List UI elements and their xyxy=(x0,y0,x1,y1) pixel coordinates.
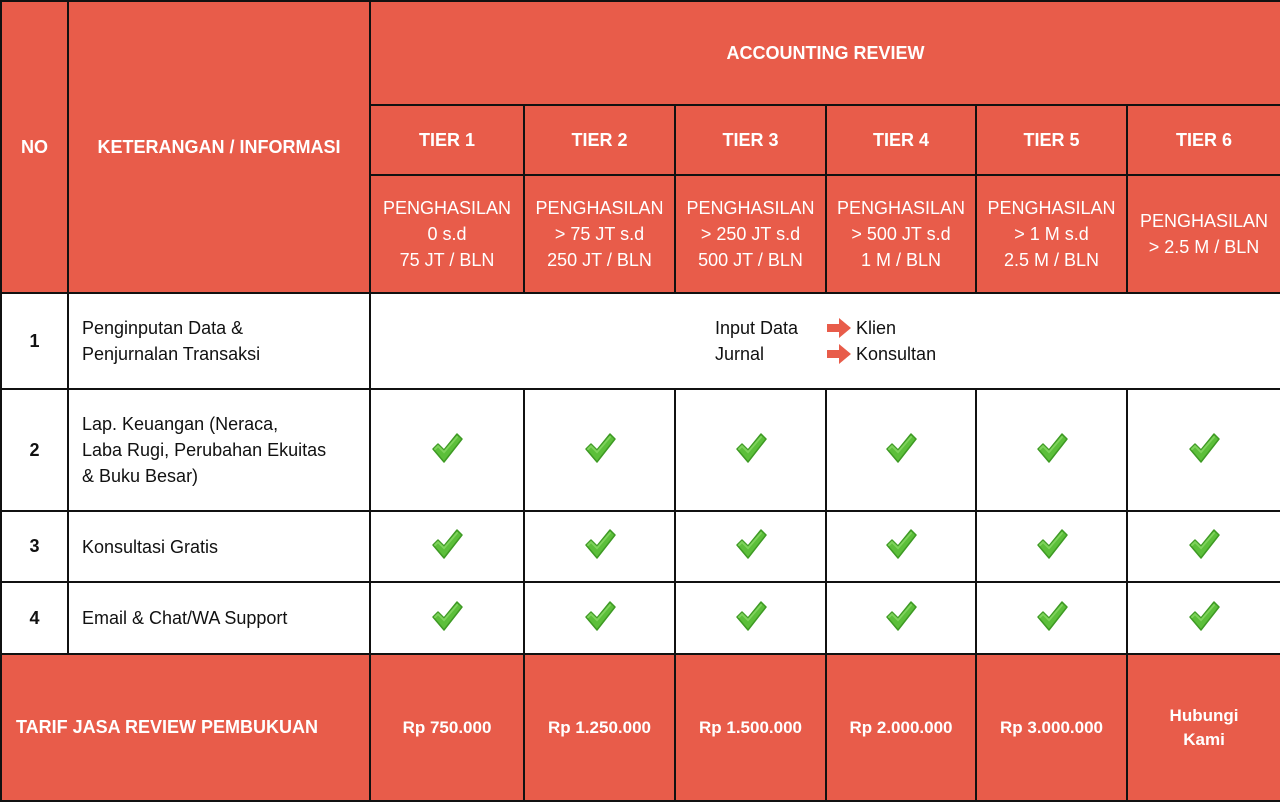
arrow-right-icon xyxy=(822,315,856,341)
check-icon xyxy=(583,599,617,633)
check-cell xyxy=(1127,389,1280,511)
check-cell xyxy=(370,511,524,582)
row-number: 2 xyxy=(1,389,68,511)
check-icon xyxy=(1035,431,1069,465)
tier-income-5: PENGHASILAN > 1 M s.d 2.5 M / BLN xyxy=(976,175,1127,293)
price-tier-2: Rp 1.250.000 xyxy=(524,654,675,801)
tier-header-1: TIER 1 xyxy=(370,105,524,175)
price-tier-5: Rp 3.000.000 xyxy=(976,654,1127,801)
check-icon xyxy=(583,527,617,561)
check-cell xyxy=(370,389,524,511)
check-cell xyxy=(524,389,675,511)
data-input-flow xyxy=(370,293,1280,389)
flow-target: Konsultan xyxy=(856,344,937,364)
check-icon xyxy=(1035,527,1069,561)
check-icon xyxy=(1187,431,1221,465)
check-cell xyxy=(675,511,826,582)
check-cell xyxy=(976,389,1127,511)
table-row xyxy=(1,389,1280,511)
check-icon xyxy=(1187,527,1221,561)
check-cell xyxy=(370,582,524,654)
check-icon xyxy=(1035,599,1069,633)
check-icon xyxy=(734,431,768,465)
table-row xyxy=(1,293,1280,389)
check-cell xyxy=(1127,582,1280,654)
tier-income-1: PENGHASILAN 0 s.d 75 JT / BLN xyxy=(370,175,524,293)
check-icon xyxy=(1187,599,1221,633)
tier-income-6: PENGHASILAN > 2.5 M / BLN xyxy=(1127,175,1280,293)
header-info: KETERANGAN / INFORMASI xyxy=(68,1,370,293)
check-cell xyxy=(826,511,976,582)
check-cell xyxy=(826,582,976,654)
check-cell xyxy=(976,511,1127,582)
price-row xyxy=(1,654,1280,801)
price-tier-4: Rp 2.000.000 xyxy=(826,654,976,801)
check-cell xyxy=(1127,511,1280,582)
check-icon xyxy=(430,431,464,465)
check-icon xyxy=(583,431,617,465)
row-number: 3 xyxy=(1,511,68,582)
check-icon xyxy=(430,527,464,561)
check-icon xyxy=(884,431,918,465)
row-description: Email & Chat/WA Support xyxy=(68,582,370,654)
row-description: Lap. Keuangan (Neraca, Laba Rugi, Perubahan Ekuitas & Buku Besar) xyxy=(68,389,370,511)
table-row xyxy=(1,511,1280,582)
tier-income-2: PENGHASILAN > 75 JT s.d 250 JT / BLN xyxy=(524,175,675,293)
flow-target: Klien xyxy=(856,318,897,338)
price-tier-1: Rp 750.000 xyxy=(370,654,524,801)
tier-header-6: TIER 6 xyxy=(1127,105,1280,175)
table-row xyxy=(1,582,1280,654)
check-icon xyxy=(734,599,768,633)
check-cell xyxy=(524,511,675,582)
flow-label: Jurnal xyxy=(714,344,764,364)
arrow-right-icon xyxy=(822,341,856,367)
tier-header-3: TIER 3 xyxy=(675,105,826,175)
check-icon xyxy=(430,599,464,633)
tier-income-4: PENGHASILAN > 500 JT s.d 1 M / BLN xyxy=(826,175,976,293)
row-number: 4 xyxy=(1,582,68,654)
row-description: Konsultasi Gratis xyxy=(68,511,370,582)
tier-income-3: PENGHASILAN > 250 JT s.d 500 JT / BLN xyxy=(675,175,826,293)
check-icon xyxy=(884,527,918,561)
check-cell xyxy=(675,582,826,654)
check-icon xyxy=(734,527,768,561)
check-icon xyxy=(884,599,918,633)
check-cell xyxy=(826,389,976,511)
row-number: 1 xyxy=(1,293,68,389)
price-tier-3: Rp 1.500.000 xyxy=(675,654,826,801)
flow-label: Input Data xyxy=(714,318,799,338)
check-cell xyxy=(976,582,1127,654)
check-cell xyxy=(524,582,675,654)
contact-us: Hubungi Kami xyxy=(1127,654,1280,801)
header-accounting-review: ACCOUNTING REVIEW xyxy=(370,1,1280,105)
price-row-label: TARIF JASA REVIEW PEMBUKUAN xyxy=(1,654,370,801)
tier-header-4: TIER 4 xyxy=(826,105,976,175)
tier-header-2: TIER 2 xyxy=(524,105,675,175)
header-no: NO xyxy=(1,1,68,293)
check-cell xyxy=(675,389,826,511)
row-description: Penginputan Data & Penjurnalan Transaksi xyxy=(68,293,370,389)
tier-header-5: TIER 5 xyxy=(976,105,1127,175)
